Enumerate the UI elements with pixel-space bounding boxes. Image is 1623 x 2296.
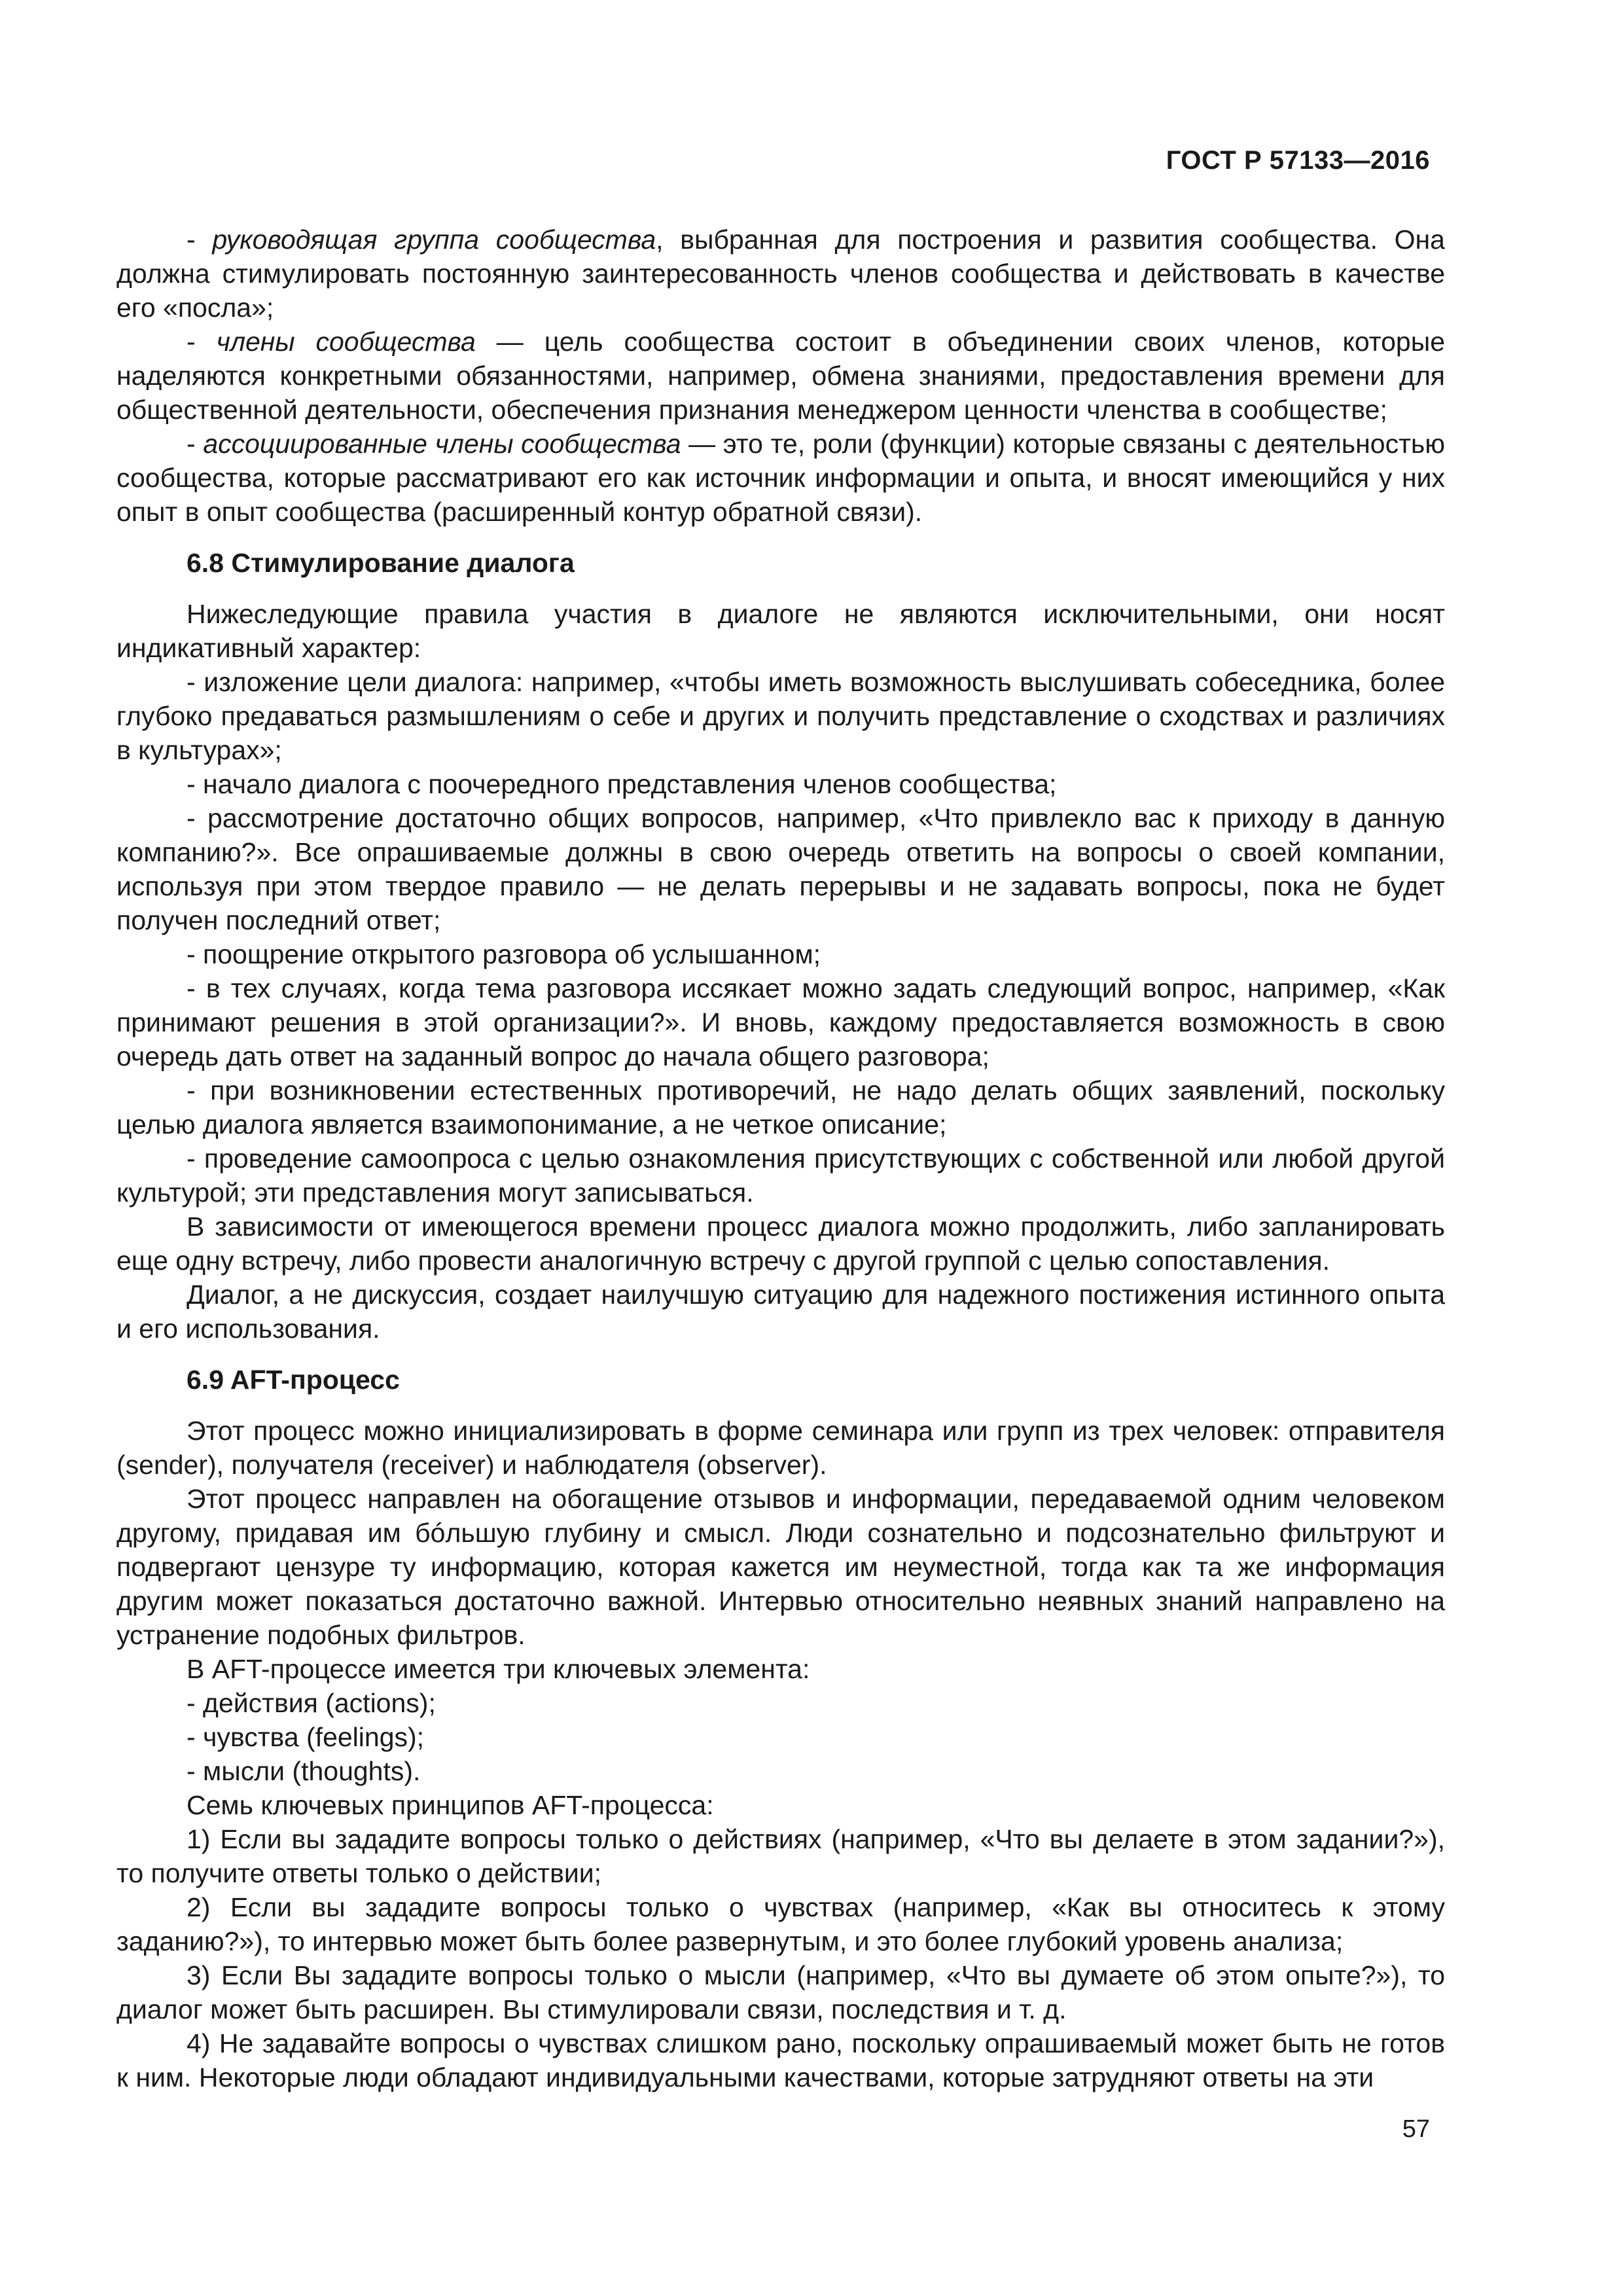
document-header-standard-id: ГОСТ Р 57133—2016 [1166, 146, 1430, 175]
section-6-8-paragraph: Нижеследующие правила участия в диалоге не являются исключительными, они носят индикативный характер: [116, 599, 1445, 663]
section-6-9-paragraph: Семь ключевых принципов AFT-процесса: [187, 1790, 714, 1820]
section-6-8-paragraph: Диалог, а не дискуссия, создает наилучшую ситуацию для надежного постижения истинного опыта и его использования. [116, 1280, 1445, 1344]
section-6-9-paragraph: 2) Если вы зададите вопросы только о чувствах (например, «Как вы относитесь к этому заданию?»), то интервью может быть более развернутым, и это более глубокий уровень анализа; [116, 1892, 1445, 1956]
section-6-8-paragraph: - поощрение открытого разговора об услышанном; [187, 939, 821, 969]
section-6-9-paragraph: - чувства (feelings); [187, 1722, 425, 1752]
section-6-9-paragraph: - действия (actions); [187, 1688, 436, 1718]
section-6-9-paragraph: В AFT-процессе имеется три ключевых элемента: [187, 1654, 810, 1684]
section-6-9-paragraph: Этот процесс можно инициализировать в форме семинара или групп из трех человек: отправителя (sender), получателя (receiver) и наблюдателя (observer). [116, 1416, 1445, 1480]
section-6-8-paragraph: - проведение самоопроса с целью ознакомления присутствующих с собственной или любой другой культурой; эти представления могут записываться. [116, 1143, 1445, 1208]
section-6-9-paragraph: Этот процесс направлен на обогащение отзывов и информации, передаваемой одним человеком другому, придавая им бóльшую глубину и смысл. Люди сознательно и подсознательно фильтруют и подвергают цензуре ту информацию, которая кажется им неуместной, тогда как та же информация другим может показаться достаточно важной. Интервью относительно неявных знаний направлено на устранение подобных фильтров. [116, 1484, 1445, 1650]
section-6-8-paragraph: - рассмотрение достаточно общих вопросов, например, «Что привлекло вас к приходу в данную компанию?». Все опрашиваемые должны в свою очередь ответить на вопросы о своей компании, используя при этом твердое правило — не делать перерывы и не задавать вопросы, пока не будет получен последний ответ; [116, 803, 1445, 935]
term-italic: члены сообщества [216, 327, 476, 357]
intro-item-3: - ассоциированные члены сообщества — это те, роли (функции) которые связаны с деятельностью сообщества, которые рассматривают его как источник информации и опыта, и вносят имеющийся у них опыт в опыт сообщества (расширенный контур обратной связи). [116, 429, 1445, 527]
section-6-8-paragraph: - начало диалога с поочередного представления членов сообщества; [187, 769, 1057, 799]
page-number: 57 [1402, 2115, 1430, 2143]
section-6-9-paragraph: 3) Если Вы зададите вопросы только о мысли (например, «Что вы думаете об этом опыте?»), то диалог может быть расширен. Вы стимулировали связи, последствия и т. д. [116, 1960, 1445, 2024]
section-6-9-paragraph: 4) Не задавайте вопросы о чувствах слишком рано, поскольку опрашиваемый может быть не готов к ним. Некоторые люди обладают индивидуальными качествами, которые затрудняют ответы на эти [116, 2028, 1445, 2092]
intro-item-2: - члены сообщества — цель сообщества состоит в объединении своих членов, которые наделяются конкретными обязанностями, например, обмена знаниями, предоставления времени для общественной деятельности, обеспечения признания менеджером ценности членства в сообществе; [116, 327, 1445, 425]
section-6-8-paragraph: - при возникновении естественных противоречий, не надо делать общих заявлений, поскольку целью диалога является взаимопонимание, а не четкое описание; [116, 1075, 1445, 1139]
section-6-8-title: 6.8 Стимулирование диалога [187, 548, 575, 578]
section-6-8-paragraph: - изложение цели диалога: например, «чтобы иметь возможность выслушивать собеседника, более глубоко предаваться размышлениям о себе и других и получить представление о сходствах и различиях в культурах»; [116, 667, 1445, 765]
section-6-8-paragraph: В зависимости от имеющегося времени процесс диалога можно продолжить, либо запланировать еще одну встречу, либо провести аналогичную встречу с другой группой с целью сопоставления. [116, 1211, 1445, 1276]
term-italic: ассоциированные члены сообщества [203, 429, 681, 459]
intro-item-1: - руководящая группа сообщества, выбранная для построения и развития сообщества. Она должна стимулировать постоянную заинтересованность членов сообщества и действовать в качестве его «посла»; [116, 224, 1445, 323]
section-6-8-paragraph: - в тех случаях, когда тема разговора иссякает можно задать следующий вопрос, например, «Как принимают решения в этой организации?». И вновь, каждому предоставляется возможность в свою очередь дать ответ на заданный вопрос до начала общего разговора; [116, 973, 1445, 1071]
term-italic: руководящая группа сообщества [212, 224, 656, 255]
page-body [116, 223, 1445, 2094]
section-6-9-paragraph: 1) Если вы зададите вопросы только о действиях (например, «Что вы делаете в этом задании?»), то получите ответы только о действии; [116, 1824, 1445, 1888]
section-6-9-paragraph: - мысли (thoughts). [187, 1756, 421, 1786]
section-6-9-title: 6.9 AFT-процесс [187, 1365, 400, 1395]
